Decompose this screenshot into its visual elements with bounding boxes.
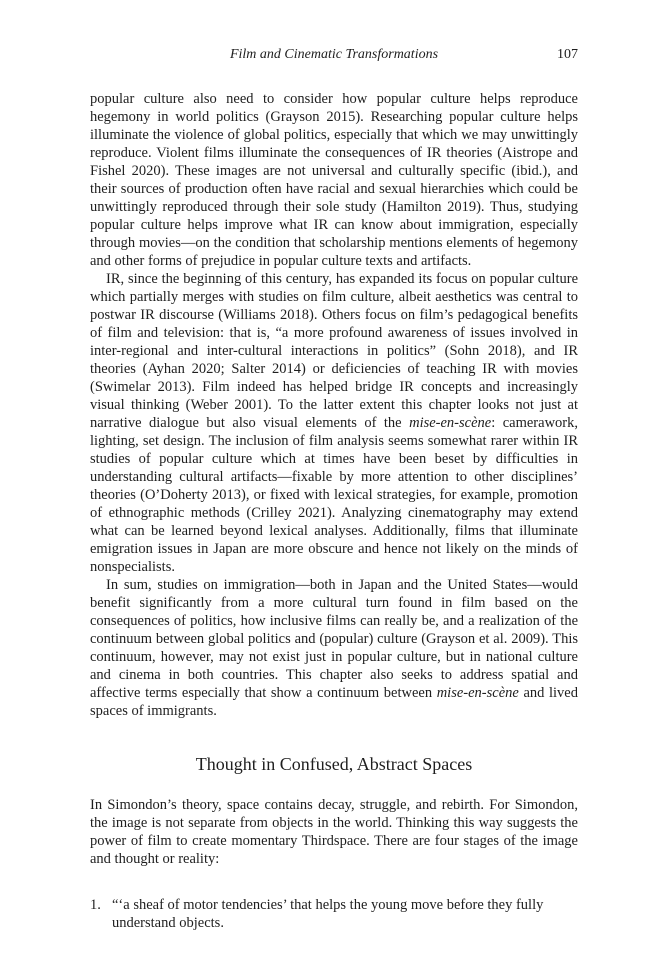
page-number: 107	[557, 47, 578, 62]
section-heading: Thought in Confused, Abstract Spaces	[195, 754, 473, 774]
list-item	[90, 896, 578, 932]
running-header	[90, 47, 578, 67]
list-item-text: “‘a sheaf of motor tendencies’ that helps the young move before they fully understand objects.	[112, 897, 544, 931]
paragraph-1: popular culture also need to consider how popular culture helps reproduce hegemony in world politics (Grayson 2015). Researching popular culture helps illuminate the violence of global politics, especially that which we may unwittingly reproduce. Violent films illuminate the consequences of IR theories (Aistrope and Fishel 2020). These images are not universal and culturally specific (ibid.), and their sources of production often have racial and sexual hierarchies which could be unwittingly reproduced through their sole study (Hamilton 2019). Thus, studying popular culture helps improve what IR can know about immigration, especially through movies—on the condition that scholarship mentions elements of hegemony and other forms of prejudice in popular culture texts and artifacts.	[90, 91, 578, 269]
paragraph-3-emphasis: mise-en-scène	[436, 685, 519, 701]
paragraph-2-text-a: IR, since the beginning of this century, has expanded its focus on popular culture which partially merges with studies on film culture, albeit aesthetics was central to postwar IR discourse (Williams 2018). Others focus on film’s pedagogical benefits of film and television: that is, “a more profound awareness of issues involved in inter-regional and inter-cultural interactions in politics” (Sohn 2018), and IR theories (Ayhan 2020; Salter 2014) or deficiencies of teaching IR with movies (Swimelar 2013). Film indeed has helped bridge IR concepts and increasingly visual thinking (Weber 2001). To the latter extent this chapter looks not just at narrative dialogue but also visual elements of the	[90, 271, 578, 431]
paragraph-3	[90, 576, 578, 720]
paragraph-3-text-a: In sum, studies on immigration—both in Japan and the United States—would benefit significantly from a more cultural turn found in film based on the consequences of politics, how inclusive films can really be, and a realization of the continuum between global politics and (popular) culture (Grayson et al. 2009). This continuum, however, may not exist just in popular culture, but in national culture and cinema in both countries. This chapter also seeks to address spatial and affective terms especially that show a continuum between	[90, 577, 578, 701]
paragraph-2-emphasis: mise-en-scène	[409, 415, 492, 431]
section-paragraph-1: In Simondon’s theory, space contains decay, struggle, and rebirth. For Simondon, the image is not separate from objects in the world. Thinking this way suggests the power of film to create momentary Thirdspace. There are four stages of the image and thought or reality:	[90, 797, 578, 867]
paragraph-3-text-b: and lived spaces of immigrants.	[90, 685, 578, 719]
page-body	[90, 90, 578, 932]
list-item-marker: 1.	[90, 897, 101, 913]
running-title: Film and Cinematic Transformations	[229, 47, 439, 62]
paragraph-2	[90, 270, 578, 576]
stages-list	[90, 896, 578, 932]
paragraph-2-text-b: : camerawork, lighting, set design. The inclusion of film analysis seems somewhat rarer within IR studies of popular culture which at times have been beset by difficulties in understanding cultural artifacts—fixable by more attention to other disciplines’ theories (O’Doherty 2013), or fixed with lexical strategies, for example, promotion of ethnographic methods (Crilley 2021). Analyzing cinematography may extend what can be learned beyond lexical analyses. Additionally, films that illuminate emigration issues in Japan are more obscure and hence not likely on the minds of nonspecialists.	[90, 415, 578, 575]
